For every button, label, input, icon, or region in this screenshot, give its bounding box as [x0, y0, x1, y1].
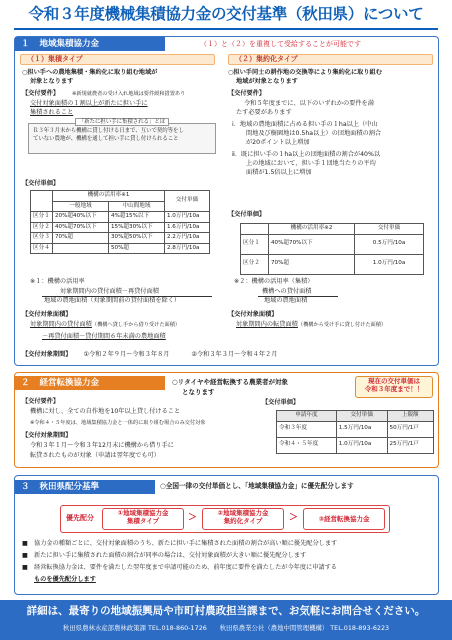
col1-intro-1: ○担い手への農地集積・集約化に取り組む地域が	[22, 69, 158, 76]
priority-3-label: ③経営転換協力金	[318, 515, 370, 523]
col2-cond-2b: 上の地域において、担い手１団地当たりの平均	[246, 160, 376, 167]
table-row	[277, 421, 434, 437]
table-row	[31, 233, 210, 244]
col1-definition-line-2: ていない農地が、機構を通して担い手に貸し付けられること	[33, 135, 179, 142]
col1-th-main: 機構の活用率※1	[53, 191, 165, 202]
col2-cond-1a: ⅰ．地域の農地面積に占める担い手の１ha以上（中山	[232, 121, 378, 128]
section-1-period	[22, 351, 277, 359]
col2-req-label: 【交付要件】	[228, 90, 266, 97]
col2-cond-2c: 面積が1.5倍以上に増加	[246, 169, 312, 176]
col1-rate-table	[30, 190, 210, 254]
section-1-header	[15, 37, 165, 51]
col1-row2-price: 1.6万円/10a	[164, 222, 209, 233]
col1-row4-b: 50%超	[108, 243, 164, 254]
col2-req-line-1: 令和５年度までに、以下のいずれかの要件を満	[244, 100, 374, 107]
priority-1-line-b: 集積タイプ	[126, 517, 160, 526]
priority-1-box	[102, 508, 184, 530]
section-1-label: 地域集積協力金	[39, 39, 100, 49]
col1-area-main: 対象期間内の貸付面積	[30, 321, 92, 328]
priority-2-line-b: 集約化タイプ	[223, 517, 263, 526]
col2-footnote-3: 地域の農地面積	[264, 297, 308, 304]
col1-footnote-3: 地域の農地面積（対象期間前の貸付面積を除く）	[44, 297, 181, 304]
col1-row3-price: 2.2万円/10a	[164, 233, 209, 244]
section-2-row2-year: 令和４・５年度	[277, 437, 337, 453]
footer-line-2: 秋田県農林水産部農林政策課 TEL.018-860-1726 秋田県農業公社（農地中間管理機構） TEL.018-893-6223	[62, 624, 390, 632]
section-2-banner	[355, 376, 433, 398]
col2-cond-1b: 間地及び樹園地は0.5ha以上）の団地面積の割合	[246, 130, 382, 137]
col2-intro-1: ○担い手同士の耕作地の交換等により集約化に取り組む	[228, 69, 382, 76]
col2-req-line-2: たす必要があります	[236, 109, 292, 116]
section-3-number: ３	[21, 482, 30, 492]
col1-req-label: 【交付要件】	[22, 90, 60, 97]
section-2-period-line-2: 転貸されたものが対象（申請は翌年度でも可）	[30, 452, 160, 459]
col1-th-general: 一般地域	[53, 201, 109, 212]
col1-footnote-2: 対象期間内の貸付面積－再貸付面積	[60, 288, 159, 295]
col1-area-line-2: －再貸付面積－貸付期間６年未満の農地面積	[42, 333, 166, 340]
priority-3-box	[303, 508, 385, 530]
col2-row2-price: 1.0万円/10a	[355, 254, 424, 274]
section-2-req-note: ※令和４・５年度は、地域集積協力金と一体的に取り組む場合のみ交付対象	[30, 420, 206, 426]
col1-area-label: 【交付対象面積】	[22, 311, 72, 318]
section-2-th-price: 交付単価	[336, 411, 387, 422]
col1-row1-price: 1.0万円/10a	[164, 212, 209, 223]
col1-row4-price: 2.8万円/10a	[164, 243, 209, 254]
section-3-bullet-1: ■ 協力金の種類ごとに、交付対象面積のうち、新たに担い手に集積された面積の割合が高い順に優先配分します	[22, 540, 338, 547]
table-row	[31, 243, 210, 254]
col1-definition-title: 「新たに担い手に集積される」とは	[75, 118, 169, 126]
section-1-note: （１）と（２）を重複して受給することが可能です	[200, 40, 361, 48]
col2-area-small: （機構から受け手に貸し付けた面積）	[297, 322, 387, 328]
col1-th-blank	[31, 191, 53, 212]
priority-gt-1: ＞	[188, 513, 198, 523]
col1-area-line-1	[30, 321, 180, 329]
section-2-banner-line-1: 現在の交付単価は	[368, 377, 420, 385]
col1-row2-key: 区分２	[31, 222, 53, 233]
section-3-header	[15, 480, 155, 494]
section-3-bullet-3a: ■ 経営転換協力金は、要件を満たした翌年度まで申請可能のため、前年度に要件を満たしたが今年度に申請する	[22, 564, 337, 571]
col1-req-note: ※新規就農者の受け入れ地域は要件緩和措置あり	[72, 91, 186, 97]
col2-row1-price: 0.5万円/10a	[355, 234, 424, 254]
col2-row2-key: 区分２	[241, 254, 269, 274]
col1-row1-b: 4%超15%以下	[108, 212, 164, 223]
col1-req-line-2: 集積されること	[30, 109, 74, 116]
col1-definition-line-1: Ｒ３年３月末から機構に貸し付ける日まで、互いで契約等をし	[33, 128, 184, 135]
page-title: 令和３年度機械集積協力金の交付基準（秋田県）について	[28, 5, 424, 23]
col1-req-line-1: 交付対象面積の１割以上が新たに担い手に	[30, 100, 148, 107]
col2-row1-key: 区分１	[241, 234, 269, 254]
col1-row3-b: 30%超50%以下	[108, 233, 164, 244]
col1-row4-key: 区分４	[31, 243, 53, 254]
col2-header: （２）集約化タイプ	[228, 54, 433, 65]
section-2-th-limit: 上限額	[387, 411, 433, 422]
section-3-bullet-2: ■ 新たに担い手に集積された面積の割合が同率の場合は、交付対象面積が大きい順に優先配分します	[22, 552, 307, 559]
section-2-req-line: 機構に対し、全ての自作地を10年以上貸し付けること	[30, 408, 181, 415]
col1-row3-a: 70%超	[53, 233, 109, 244]
section-1-period-1: ①令和２年９月～令和３年８月	[83, 351, 170, 358]
col1-th-price: 交付単価	[164, 191, 209, 212]
col2-footnote-2: 機構への貸付面積	[262, 288, 312, 295]
col2-th-blank	[241, 224, 269, 235]
table-row	[241, 254, 424, 274]
col2-footnote-1: ※２：機構の活用率（集積）	[234, 278, 314, 285]
col1-row2-a: 40%超70%以下	[53, 222, 109, 233]
col2-rate-table	[240, 223, 424, 275]
section-2-period-line-1: 令和３年１月～令和３年12月末に機構から借り手に	[30, 442, 174, 449]
col2-area-line-1	[236, 321, 386, 329]
section-2-intro-2: となります	[182, 388, 215, 396]
section-3-bullet-3b: ものを優先配分します	[34, 576, 96, 583]
col1-definition-box	[28, 119, 216, 154]
section-2-label: 経営転換協力金	[39, 378, 100, 388]
section-2-row1-price: 1.5万円/10a	[336, 421, 387, 437]
table-row	[241, 234, 424, 254]
section-3-intro: ○全国一律の交付単価とし、「地域集積協力金」に優先配分します	[160, 482, 354, 490]
col1-header: （１）集積タイプ	[20, 54, 215, 65]
priority-label: 優先配分	[66, 514, 94, 522]
section-2-row2-limit: 25万円/1戸	[387, 437, 433, 453]
priority-2-line-a: ②地域集積協力金	[217, 509, 269, 517]
col2-area-label: 【交付対象面積】	[228, 311, 278, 318]
section-2-req-label: 【交付要件】	[22, 398, 60, 405]
col2-row2-a: 70%超	[269, 254, 355, 274]
footer-line-1: 詳細は、最寄りの地域振興局や市町村農政担当課まで、お気軽にお問合せください。	[26, 605, 426, 617]
col1-row1-a: 20%超40%以下	[53, 212, 109, 223]
col1-row2-b: 15%超30%以下	[108, 222, 164, 233]
section-2-rate-table	[276, 410, 434, 454]
section-2-header	[15, 376, 165, 390]
table-row	[277, 437, 434, 453]
col2-area-main: 対象期間内の転貸面積	[236, 321, 298, 328]
section-2-row1-year: 令和３年度	[277, 421, 337, 437]
table-row	[31, 222, 210, 233]
col1-footnote-1: ※１：機構の活用率	[30, 278, 85, 285]
section-2-row1-limit: 50万円/1戸	[387, 421, 433, 437]
section-2-number: ２	[21, 378, 30, 388]
col2-cond-1c: が20ポイント以上増加	[246, 139, 310, 146]
col2-th-main: 機構の活用率※2	[269, 224, 355, 235]
section-2-banner-line-2: 令和３年度まで！！	[364, 385, 424, 394]
section-1-number: １	[21, 39, 30, 49]
col1-th-hilly: 中山間地域	[108, 201, 164, 212]
col2-intro-2: 地域が対象となります	[236, 78, 298, 85]
section-3-label: 秋田県配分基準	[39, 482, 100, 492]
col2-th-price: 交付単価	[355, 224, 424, 235]
col2-rate-label: 【交付単価】	[228, 211, 266, 218]
priority-1-line-a: ①地域集積協力金	[117, 509, 169, 517]
section-2-rate-label: 【交付単価】	[262, 399, 300, 406]
section-1-period-2: ②令和３年３月～令和４年２月	[191, 351, 278, 358]
col1-intro-2: 対象となります	[30, 78, 74, 85]
col1-rate-label: 【交付単価】	[22, 180, 60, 187]
priority-2-box	[202, 508, 284, 530]
section-1-period-label: 【交付対象期間】	[22, 351, 72, 358]
section-2-th-year: 申請年度	[277, 411, 337, 422]
col1-row4-a	[53, 243, 109, 254]
col1-row3-key: 区分３	[31, 233, 53, 244]
footer	[0, 600, 452, 640]
col1-row1-key: 区分１	[31, 212, 53, 223]
title-underline	[14, 28, 438, 30]
section-2-intro-1: ○リタイヤや経営転換する農業者が対象	[172, 378, 289, 386]
col1-area-small: （機構へ貸し手から借り受けた面積）	[91, 322, 181, 328]
priority-gt-2: ＞	[289, 513, 299, 523]
col2-cond-2a: ⅱ．既に担い手の１ha以上の団地面積の割合が40%以	[232, 151, 381, 158]
section-2-period-label: 【交付対象期間】	[22, 432, 72, 439]
col2-row1-a: 40%超70%以下	[269, 234, 355, 254]
section-2-row2-price: 1.0万円/10a	[336, 437, 387, 453]
table-row	[31, 212, 210, 223]
